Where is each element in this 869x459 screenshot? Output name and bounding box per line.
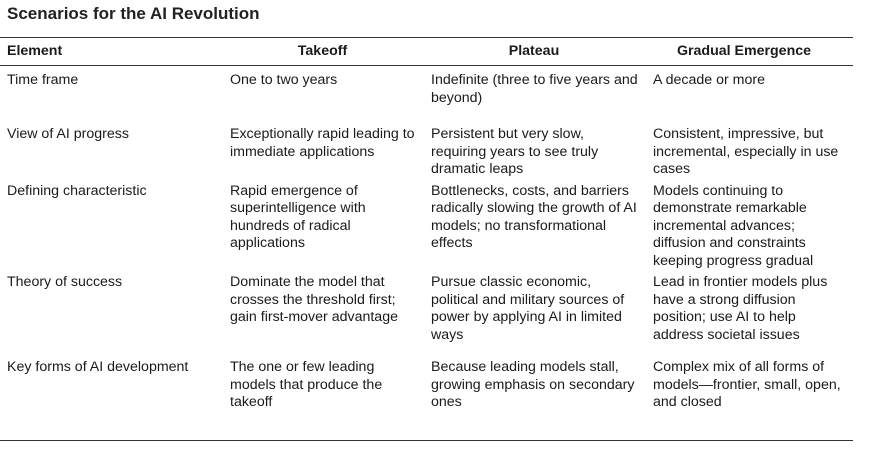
table-row: [0, 356, 853, 415]
row-element-cell: View of AI progress: [7, 126, 129, 142]
gradual-emergence-cell: Complex mix of all forms of models—frontier, small, open, and closed: [653, 359, 841, 410]
takeoff-cell: The one or few leading models that produce the takeoff: [230, 359, 383, 410]
plateau-cell: Bottlenecks, costs, and barriers radically slowing the growth of AI models; no transformational effects: [431, 182, 637, 251]
table-row: [0, 65, 853, 122]
gradual-emergence-cell: A decade or more: [653, 72, 765, 88]
plateau-cell: Because leading models stall, growing emphasis on secondary ones: [431, 359, 635, 410]
takeoff-cell: Rapid emergence of superintelligence with hundreds of radical applications: [230, 182, 366, 251]
header-row: [0, 38, 853, 65]
takeoff-cell: Dominate the model that crosses the threshold first; gain first-mover advantage: [230, 274, 398, 325]
plateau-cell: Persistent but very slow, requiring years to see truly dramatic leaps: [431, 126, 599, 177]
gradual-emergence-cell: Lead in frontier models plus have a strong diffusion position; use AI to help address societal issues: [653, 274, 828, 343]
column-header-gradual-emergence: Gradual Emergence: [676, 42, 812, 59]
bottom-rule: [0, 440, 853, 441]
column-header-takeoff: Takeoff: [297, 42, 348, 59]
table-row: [0, 179, 853, 271]
row-element-cell: Key forms of AI development: [7, 359, 189, 375]
row-element-cell: Defining characteristic: [7, 182, 147, 199]
row-element-cell: Theory of success: [7, 274, 123, 290]
takeoff-cell: Exceptionally rapid leading to immediate applications: [230, 126, 415, 160]
plateau-cell: Indefinite (three to five years and beyond): [431, 72, 638, 106]
column-header-element: Element: [7, 42, 63, 59]
row-element-cell: Time frame: [7, 72, 79, 88]
plateau-cell: Pursue classic economic, political and military sources of power by applying AI in limited ways: [431, 274, 625, 343]
scenarios-table: [0, 38, 853, 415]
column-header-plateau: Plateau: [508, 42, 560, 59]
table-title: Scenarios for the AI Revolution: [7, 4, 260, 23]
table-row: [0, 270, 853, 356]
table-row: [0, 122, 853, 179]
takeoff-cell: One to two years: [230, 72, 338, 88]
gradual-emergence-cell: Consistent, impressive, but incremental, especially in use cases: [653, 126, 839, 177]
gradual-emergence-cell: Models continuing to demonstrate remarkable incremental advances; diffusion and constraints keeping progress gradual: [653, 182, 814, 269]
